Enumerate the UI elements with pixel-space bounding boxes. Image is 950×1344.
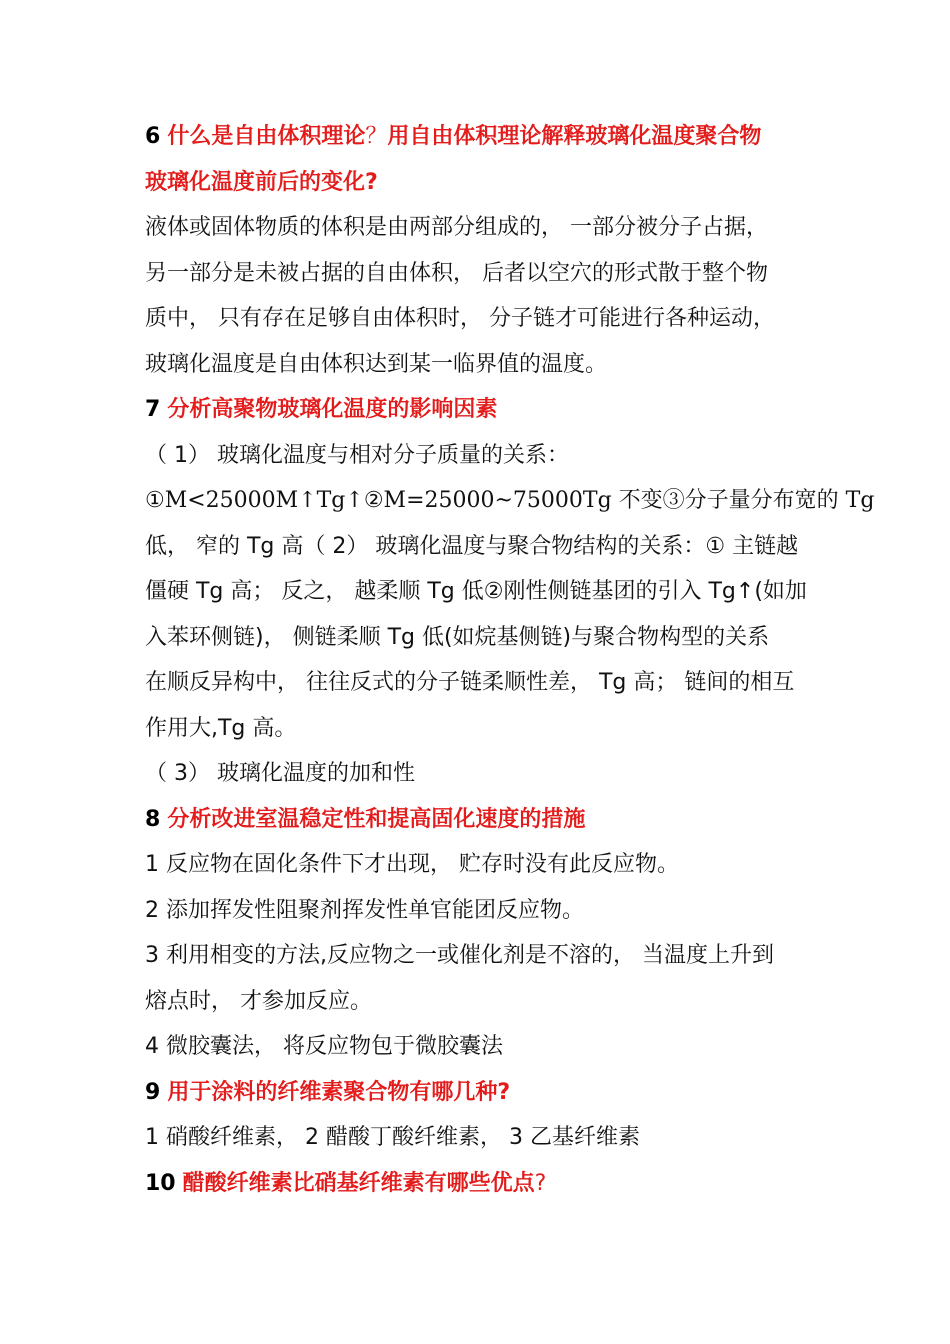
answer-line: 1 硝酸纤维素， 2 醋酸丁酸纤维素， 3 乙基纤维素 bbox=[145, 1125, 640, 1150]
answer-line: 另一部分是未被占据的自由体积， 后者以空穴的形式散于整个物 bbox=[145, 260, 768, 286]
answer-line: 低， 窄的 Tg 高（ 2） 玻璃化温度与聚合物结构的关系：① 主链越 bbox=[145, 533, 799, 559]
answer-line: （ 3） 玻璃化温度的加和性 bbox=[145, 761, 415, 786]
question-number: 9 bbox=[145, 1079, 161, 1105]
question-10-heading bbox=[145, 1161, 810, 1207]
question-number: 6 bbox=[145, 124, 161, 149]
answer-line: 3 利用相变的方法,反应物之一或催化剂是不溶的， 当温度上升到 bbox=[145, 943, 774, 968]
document-page bbox=[145, 114, 875, 1206]
answer-line: 作用大,Tg 高。 bbox=[145, 715, 297, 741]
answer-line: 4 微胶囊法， 将反应物包于微胶囊法 bbox=[145, 1034, 503, 1059]
question-text: 用自由体积理论解释玻璃化温度聚合物 bbox=[387, 124, 762, 149]
question-text: 什么是自由体积理论 bbox=[167, 124, 366, 149]
question-9-heading bbox=[145, 1070, 810, 1116]
question-number: 7 bbox=[145, 397, 161, 422]
answer-line: ①M<25000M↑Tg↑②M=25000~75000Tg 不变③分子量分布宽的 Tg bbox=[145, 488, 875, 513]
question-mark: ？ bbox=[365, 124, 388, 149]
question-6-heading-line-1 bbox=[145, 114, 810, 160]
question-7-heading bbox=[145, 387, 810, 433]
question-text: 玻璃化温度前后的变化? bbox=[145, 169, 378, 195]
answer-line: 玻璃化温度是自由体积达到某一临界值的温度。 bbox=[145, 351, 608, 377]
question-number: 8 bbox=[145, 806, 161, 832]
question-8-heading bbox=[145, 797, 810, 843]
answer-line: （ 1） 玻璃化温度与相对分子质量的关系： bbox=[145, 442, 569, 468]
question-text: 分析改进室温稳定性和提高固化速度的措施 bbox=[167, 806, 586, 832]
question-mark: ? bbox=[534, 1170, 547, 1196]
answer-line: 液体或固体物质的体积是由两部分组成的， 一部分被分子占据， bbox=[145, 215, 768, 240]
answer-line: 熔点时， 才参加反应。 bbox=[145, 988, 372, 1014]
question-6-heading-line-2 bbox=[145, 160, 810, 206]
question-number: 10 bbox=[145, 1170, 176, 1196]
answer-line: 僵硬 Tg 高； 反之， 越柔顺 Tg 低②刚性侧链基团的引入 Tg↑(如加 bbox=[145, 579, 807, 604]
answer-line: 质中， 只有存在足够自由体积时， 分子链才可能进行各种运动， bbox=[145, 306, 775, 331]
question-text: 分析高聚物玻璃化温度的影响因素 bbox=[167, 397, 498, 422]
question-text: 醋酸纤维素比硝基纤维素有哪些优点 bbox=[182, 1170, 535, 1196]
answer-line: 在顺反异构中， 往往反式的分子链柔顺性差， Tg 高； 链间的相互 bbox=[145, 670, 795, 695]
answer-line: 入苯环侧链)， 侧链柔顺 Tg 低(如烷基侧链)与聚合物构型的关系 bbox=[145, 624, 770, 650]
question-text: 用于涂料的纤维素聚合物有哪几种? bbox=[167, 1079, 511, 1105]
answer-line: 1 反应物在固化条件下才出现， 贮存时没有此反应物。 bbox=[145, 852, 679, 877]
answer-line: 2 添加挥发性阻聚剂挥发性单官能团反应物。 bbox=[145, 897, 584, 923]
